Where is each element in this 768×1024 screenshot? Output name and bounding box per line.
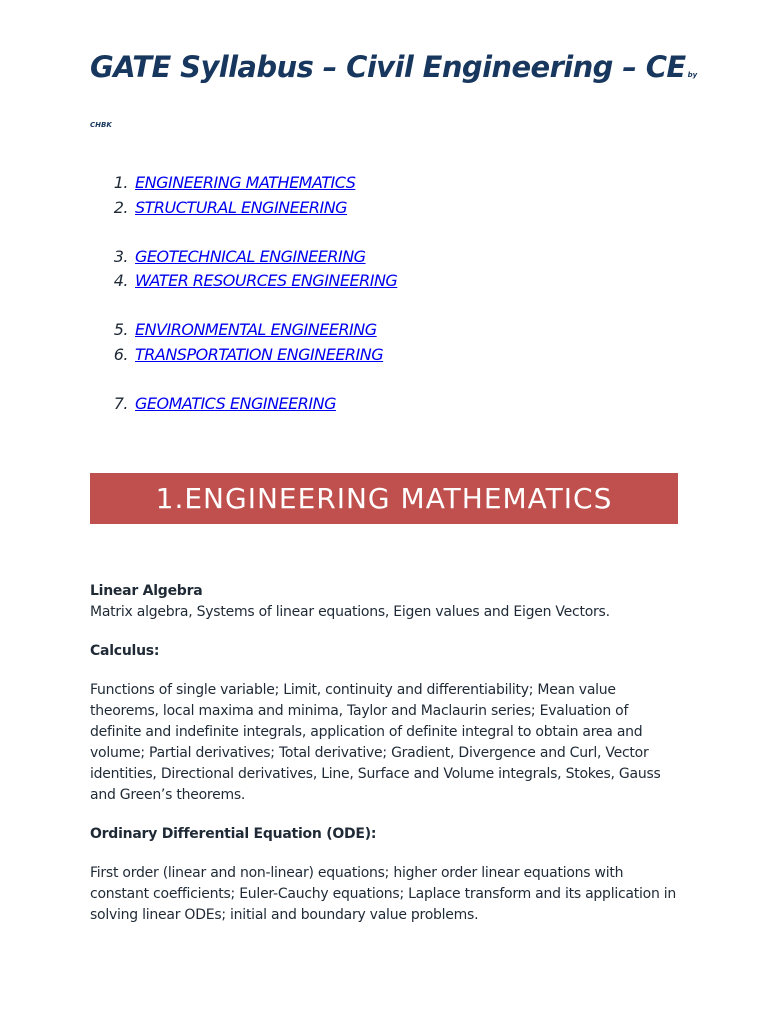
toc-item-5 (90, 318, 397, 343)
toc-number: 5. (113, 320, 128, 340)
title-text: GATE Syllabus – Civil Engineering – CE (90, 50, 686, 84)
toc-number: 6. (113, 345, 128, 365)
ode-heading: Ordinary Differential Equation (ODE): (90, 826, 377, 842)
calculus-body: Functions of single variable; Limit, continuity and differentiability; Mean value theorems, local maxima and minima, Taylor and Maclaurin series; Evaluation of definite and indefinite integrals, application of definite integral to obtain area and volume; Partial derivatives; Total derivative; Gradient, Divergence and Curl, Vector identities, Directional derivatives, Line, Surface and Volume integrals, Stokes, Gauss and Green’s theorems. (90, 682, 661, 803)
toc-number: 7. (113, 394, 128, 414)
toc-link-water-resources-engineering[interactable]: WATER RESOURCES ENGINEERING (135, 271, 398, 291)
toc-number: 3. (113, 246, 128, 266)
toc-number: 2. (113, 197, 128, 217)
toc-item-7 (90, 392, 397, 417)
toc-item-6 (90, 343, 397, 368)
page-title (90, 50, 697, 84)
toc-link-engineering-mathematics[interactable]: ENGINEERING MATHEMATICS (135, 173, 356, 192)
toc-link-transportation-engineering[interactable]: TRANSPORTATION ENGINEERING (135, 345, 384, 365)
toc-link-geotechnical-engineering[interactable]: GEOTECHNICAL ENGINEERING (135, 246, 366, 266)
toc-item-2 (90, 196, 397, 221)
section-content (90, 581, 680, 926)
toc-link-geomatics-engineering[interactable]: GEOMATICS ENGINEERING (135, 394, 336, 414)
toc-item-4 (90, 269, 397, 294)
toc-item-3 (90, 245, 397, 270)
linear-algebra-heading: Linear Algebra (90, 583, 203, 599)
section-banner: 1.ENGINEERING MATHEMATICS (90, 473, 678, 524)
toc-item-1 (90, 171, 397, 196)
toc-link-environmental-engineering[interactable]: ENVIRONMENTAL ENGINEERING (135, 320, 377, 340)
calculus-heading: Calculus: (90, 643, 160, 659)
linear-algebra-body: Matrix algebra, Systems of linear equations, Eigen values and Eigen Vectors. (90, 604, 610, 620)
toc-link-structural-engineering[interactable]: STRUCTURAL ENGINEERING (135, 197, 348, 217)
toc-number: 4. (113, 271, 128, 291)
ode-body: First order (linear and non-linear) equations; higher order linear equations with constant coefficients; Euler-Cauchy equations; Laplace transform and its application in solving linear ODEs; initial and boundary value problems. (90, 865, 677, 923)
toc-number: 1. (113, 173, 128, 192)
title-by: by (687, 71, 698, 79)
table-of-contents (90, 171, 397, 417)
author-label: CHBK (90, 121, 112, 129)
